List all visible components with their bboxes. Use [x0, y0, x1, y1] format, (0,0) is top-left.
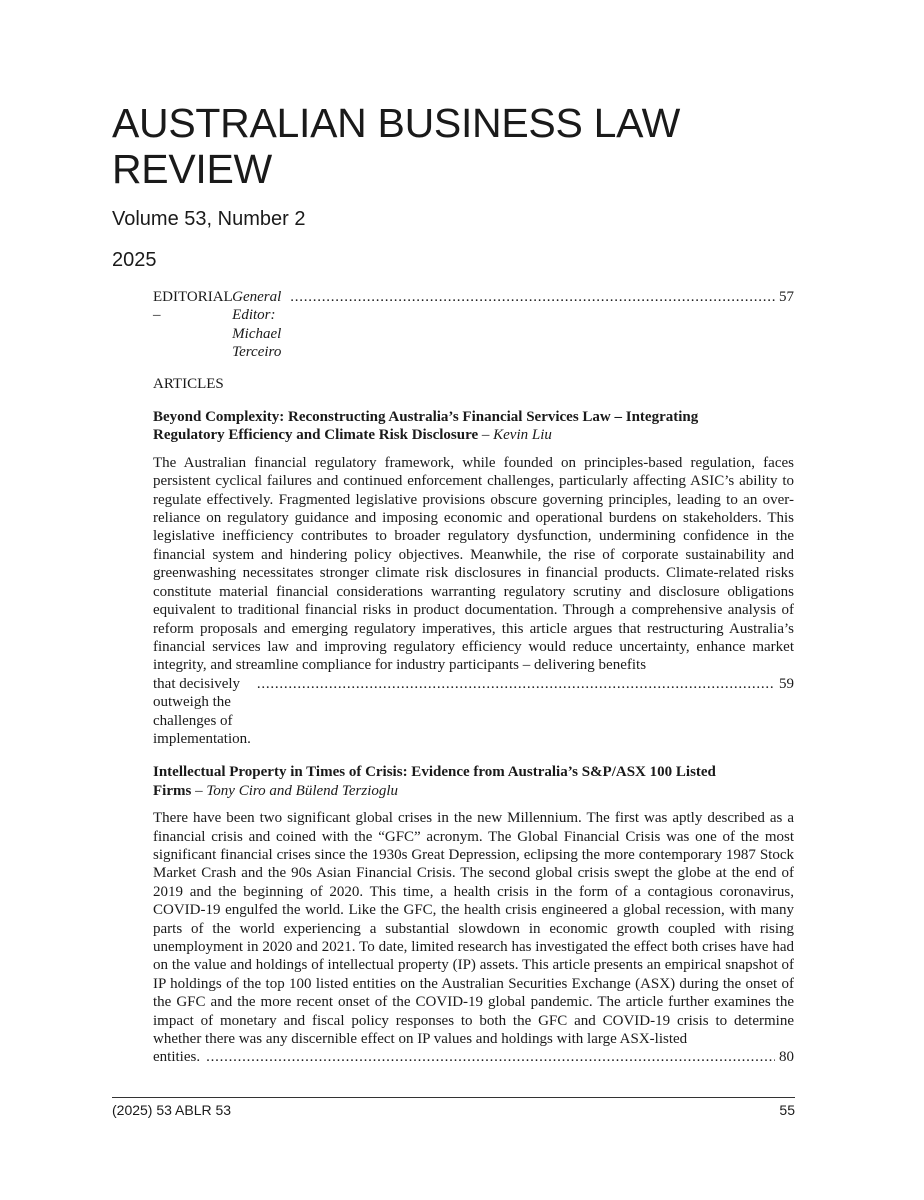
toc-entry-article-title[interactable]	[153, 408, 754, 445]
toc-entry-article-title[interactable]	[153, 763, 754, 800]
article-page-number: 59	[779, 675, 794, 692]
table-of-contents	[153, 288, 794, 1067]
abstract-body: The Australian financial regulatory framework, while founded on principles-based regulation, faces persistent cyclical failures and continued enforcement challenges, particularly affecting ASIC’s ability to regulate effectively. Fragmented legislative provisions obscure governing principles, leading to an over-reliance on regulatory guidance and imposing economic and operational burdens on stakeholders. This legislative inefficiency contributes to broader regulatory dysfunction, undermining confidence in the financial system and hindering policy objectives. Meanwhile, the rise of corporate sustainability and greenwashing necessitates stronger climate risk disclosures in financial products. Climate-related risks constitute material financial considerations warranting regulatory scrutiny and disclosure obligations equivalent to traditional financial risks in product documentation. Through a comprehensive analysis of reform proposals and emerging regulatory imperatives, this article argues that restructuring Australia’s financial services law and improving regulatory efficiency would reduce uncertainty, enhance market integrity, and streamline compliance for industry participants – delivering benefits	[153, 454, 794, 674]
leader-dots	[257, 675, 775, 693]
article-abstract	[153, 454, 794, 749]
article-authors: Tony Ciro and Bülend Terzioglu	[206, 782, 399, 799]
toc-entry-editorial[interactable]	[153, 288, 794, 362]
abstract-last-line: that decisively outweigh the challenges of implementation.	[153, 675, 251, 747]
article-title-text: Beyond Complexity: Reconstructing Australia’s Financial Services Law – Integrating Regulatory Efficiency and Climate Risk Disclosure	[153, 409, 699, 444]
editorial-label: EDITORIAL –	[153, 289, 233, 324]
abstract-last-line: entities.	[153, 1049, 201, 1066]
leader-dots	[290, 288, 775, 306]
articles-heading: ARTICLES	[153, 375, 224, 392]
journal-title: AUSTRALIAN BUSINESS LAW REVIEW	[112, 100, 681, 192]
editorial-page-number: 57	[779, 289, 794, 305]
editorial-editor: General Editor: Michael Terceiro	[232, 289, 282, 361]
leader-dots	[206, 1048, 775, 1066]
volume-issue: Volume 53, Number 2	[112, 208, 306, 230]
footer-divider	[112, 1097, 795, 1098]
article-page-number: 80	[779, 1049, 794, 1066]
footer-citation: (2025) 53 ABLR 53	[112, 1102, 232, 1118]
article-title-separator: –	[478, 427, 494, 444]
article-title-text: Intellectual Property in Times of Crisis: Evidence from Australia’s S&P/ASX 100 Listed Firms	[153, 764, 716, 799]
article-authors: Kevin Liu	[493, 427, 552, 444]
publication-year: 2025	[112, 249, 157, 271]
abstract-body: There have been two significant global crises in the new Millennium. The first was aptly described as a financial crisis and coined with the “GFC” acronym. The Global Financial Crisis was one of the most significant financial crises since the 1930s Great Depression, eclipsing the more contemporary 1987 Stock Market Crash and the 90s Asian Financial Crisis. The second global crisis swept the globe at the end of 2019 and the beginning of 2020. This time, a health crisis in the form of a contagious coronavirus, COVID-19 engulfed the world. Like the GFC, the health crisis engineered a global recession, with many parts of the world experiencing a substantial slowdown in economic growth coupled with rising unemployment in 2020 and 2021. To date, limited research has investigated the effect both crises have had on the value and holdings of intellectual property (IP) assets. This article presents an empirical snapshot of IP holdings of the top 100 listed entities on the Australian Securities Exchange (ASX) during the onset of the GFC and the more recent onset of the COVID-19 global pandemic. The article further examines the impact of monetary and fiscal policy responses to both the GFC and COVID-19 crisis to determine whether there was any discernible effect on IP values and holdings with large ASX-listed	[153, 810, 794, 1048]
article-abstract	[153, 809, 794, 1067]
footer-page-number: 55	[779, 1102, 795, 1118]
article-title-separator: –	[191, 782, 207, 799]
